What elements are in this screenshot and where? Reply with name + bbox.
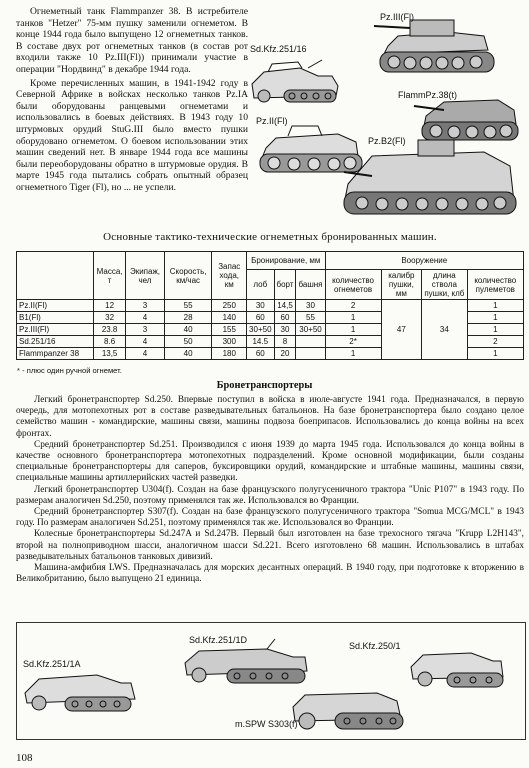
intro-text	[16, 6, 248, 196]
cell-speed: 40	[164, 324, 212, 336]
bottom-vehicle-illustrations	[16, 622, 526, 740]
halftrack-250-1-drawing	[411, 653, 503, 687]
cell-crew: 4	[126, 336, 165, 348]
cell-front: 60	[247, 312, 274, 324]
cell-mg: 1	[467, 312, 523, 324]
pzb2-fl-drawing	[344, 140, 516, 214]
intro-paragraph-1: Огнеметный танк Flammpanzer 38. В истребителе танков "Hetzer" 75-мм пушку заменили огнеметом. В конце 1944 года было выпущено 12 огнеметных танков. В составе двух рот огнеметных танков (в состав рот входили также 10 Pz.III(Fl)) принимали участие в операции "Нордвинд" в декабре 1944 года.	[16, 6, 248, 75]
label-pz2-fl: Pz.II(Fl)	[256, 116, 288, 126]
cell-flamethrowers: 1	[325, 312, 381, 324]
cell-front: 30	[247, 300, 274, 312]
flammpz38-drawing	[414, 100, 518, 140]
halftrack-251-1d-drawing	[185, 639, 307, 683]
cell-mg: 1	[467, 348, 523, 360]
table-row	[17, 300, 524, 312]
halftrack-251-1a-drawing	[25, 675, 135, 711]
cell-turret	[296, 336, 325, 348]
cell-flamethrowers: 1	[325, 348, 381, 360]
cell-speed: 40	[164, 348, 212, 360]
cell-mg: 1	[467, 324, 523, 336]
cell-speed: 50	[164, 336, 212, 348]
cell-front: 14.5	[247, 336, 274, 348]
header-range: Запас хода, км	[212, 252, 247, 300]
halftrack-s303-drawing	[293, 693, 403, 729]
label-pz3-fl: Pz.III(Fl)	[380, 12, 414, 22]
cell-mass: 32	[94, 312, 126, 324]
cell-barrel-merged: 34	[422, 300, 468, 360]
cell-crew: 3	[126, 324, 165, 336]
cell-name: Sd.251/16	[17, 336, 94, 348]
cell-speed: 28	[164, 312, 212, 324]
header-caliber: калибр пушки, мм	[381, 270, 422, 300]
pz3-fl-drawing	[374, 20, 494, 72]
cell-front: 30+50	[247, 324, 274, 336]
cell-side: 8	[274, 336, 296, 348]
apc-text	[16, 395, 524, 585]
label-flammpz38: FlammPz.38(t)	[398, 90, 458, 100]
apc-paragraph-sd247: Колесные бронетранспортеры Sd.247A и Sd.247B. Первый был изготовлен на базе трехосного тягача "Krupp L2H143", второй на полноприводном шасси, аналогичном шасси Sd.221. Всего изготовлено 68 машин. Использовались в штабах разведывательных батальонов танковых дивизий.	[16, 529, 524, 562]
cell-turret: 30	[296, 300, 325, 312]
top-vehicle-illustrations	[248, 6, 524, 224]
specs-table	[16, 251, 524, 360]
halftrack-251-16-drawing	[252, 60, 338, 102]
header-mg: количество пулеметов	[467, 270, 523, 300]
cell-flamethrowers: 1	[325, 324, 381, 336]
pz2-fl-drawing	[260, 126, 362, 172]
apc-paragraph-u304: Легкий бронетранспортер U304(f). Создан на базе французского полугусеничного трактора "Unic P107" в 1943 году. По размерам аналогичен Sd.250, поэтому применялся так же. Использовался во Франции.	[16, 484, 524, 506]
apc-paragraph-sd250: Легкий бронетранспортер Sd.250. Впервые поступил в войска в июле-августе 1941 года. Предназначался, в первую очередь, для мотопехотных рот в составе разведывательных батальонов. На базе бронетранспортера было создано целое семейство машин - командирские, машины связи, машины подвоза боеприпасов. Использовались до конца войны на всех фронтах.	[16, 395, 524, 439]
header-flamethrowers: количество огнеметов	[325, 270, 381, 300]
apc-paragraph-sd251: Средний бронетранспортер Sd.251. Производился с июня 1939 до марта 1945 года. Использовался до конца войны в качестве основного бронетранспортера мотопехотных подразделений. Кроме основной модификации, были созданы специальные бронетранспортеры для саперов, буксировщики орудий, командирские и штабные машины, машины связи, специальные машины артиллерийских частей разведки.	[16, 439, 524, 484]
cell-range: 250	[212, 300, 247, 312]
header-barrel: длина ствола пушки, клб	[422, 270, 468, 300]
cell-range: 180	[212, 348, 247, 360]
cell-turret: 30+50	[296, 324, 325, 336]
header-mass: Масса, т	[94, 252, 126, 300]
cell-front: 60	[247, 348, 274, 360]
cell-crew: 4	[126, 312, 165, 324]
label-sdkfz251-1d: Sd.Kfz.251/1D	[189, 635, 248, 645]
section-title: Бронетранспортеры	[216, 380, 313, 391]
cell-name: Flammpanzer 38	[17, 348, 94, 360]
cell-range: 140	[212, 312, 247, 324]
cell-range: 155	[212, 324, 247, 336]
table-header-row	[17, 252, 524, 270]
top-vehicles-drawing	[248, 6, 524, 224]
label-sdkfz251-1a: Sd.Kfz.251/1A	[23, 659, 81, 669]
header-speed: Скорость, км/час	[164, 252, 212, 300]
table-footnote: * - плюс один ручной огнемет.	[17, 366, 122, 375]
cell-range: 300	[212, 336, 247, 348]
cell-turret	[296, 348, 325, 360]
cell-mass: 13,5	[94, 348, 126, 360]
table-title: Основные тактико-технические огнеметных бронированных машин.	[103, 231, 437, 243]
cell-mass: 23.8	[94, 324, 126, 336]
cell-name: Pz.III(Fl)	[17, 324, 94, 336]
cell-crew: 3	[126, 300, 165, 312]
cell-mg: 1	[467, 300, 523, 312]
cell-flamethrowers: 2*	[325, 336, 381, 348]
page-number: 108	[16, 752, 33, 764]
label-sdkfz250-1: Sd.Kfz.250/1	[349, 641, 401, 651]
cell-turret: 55	[296, 312, 325, 324]
cell-name: B1(Fl)	[17, 312, 94, 324]
cell-side: 60	[274, 312, 296, 324]
cell-flamethrowers: 2	[325, 300, 381, 312]
cell-mass: 12	[94, 300, 126, 312]
header-armor-turret: башня	[296, 270, 325, 300]
header-armor-side: борт	[274, 270, 296, 300]
cell-side: 14,5	[274, 300, 296, 312]
cell-crew: 4	[126, 348, 165, 360]
label-spw-s303: m.SPW S303(f)	[235, 719, 298, 729]
cell-speed: 55	[164, 300, 212, 312]
header-weapons: Вооружение	[325, 252, 524, 270]
header-armor: Бронирование, мм	[247, 252, 325, 270]
apc-paragraph-lws: Машина-амфибия LWS. Предназначалась для морских десантных операций. В 1940 году, при подготовке к вторжению в Великобританию, было выпущено 21 единица.	[16, 563, 524, 585]
cell-side: 30	[274, 324, 296, 336]
cell-mass: 8.6	[94, 336, 126, 348]
cell-side: 20	[274, 348, 296, 360]
intro-paragraph-2: Кроме перечисленных машин, в 1941-1942 году в Северной Африке в войсках несколько танков Pz.IA были оборудованы ранцевыми огнеметами и использовались в боевых действиях. В 1943 году 10 штурмовых орудий StuG.III было вместо пушки оборудовано огнеметом. О боевом использовании этих машин сведений нет. В январе 1944 года все машины были переоборудованы обратно в штурмовые орудия. В марте 1945 года пытались собрать опытный образец огнеметного Tiger (Fl), но ... не успели.	[16, 77, 248, 193]
label-sdkfz251-16: Sd.Kfz.251/16	[250, 44, 307, 54]
label-pzb2-fl: Pz.B2(Fl)	[368, 136, 406, 146]
header-armor-front: лоб	[247, 270, 274, 300]
header-name	[17, 252, 94, 300]
cell-name: Pz.II(Fl)	[17, 300, 94, 312]
cell-caliber-merged: 47	[381, 300, 422, 360]
cell-mg: 2	[467, 336, 523, 348]
apc-paragraph-s307: Средний бронетранспортер S307(f). Создан на базе французского полугусеничного трактора "Somua MCG/MCL" в 1943 году. По размерам аналогичен Sd.251, поэтому применялся так же. Использовался во Франции.	[16, 507, 524, 529]
header-crew: Экипаж, чел	[126, 252, 165, 300]
